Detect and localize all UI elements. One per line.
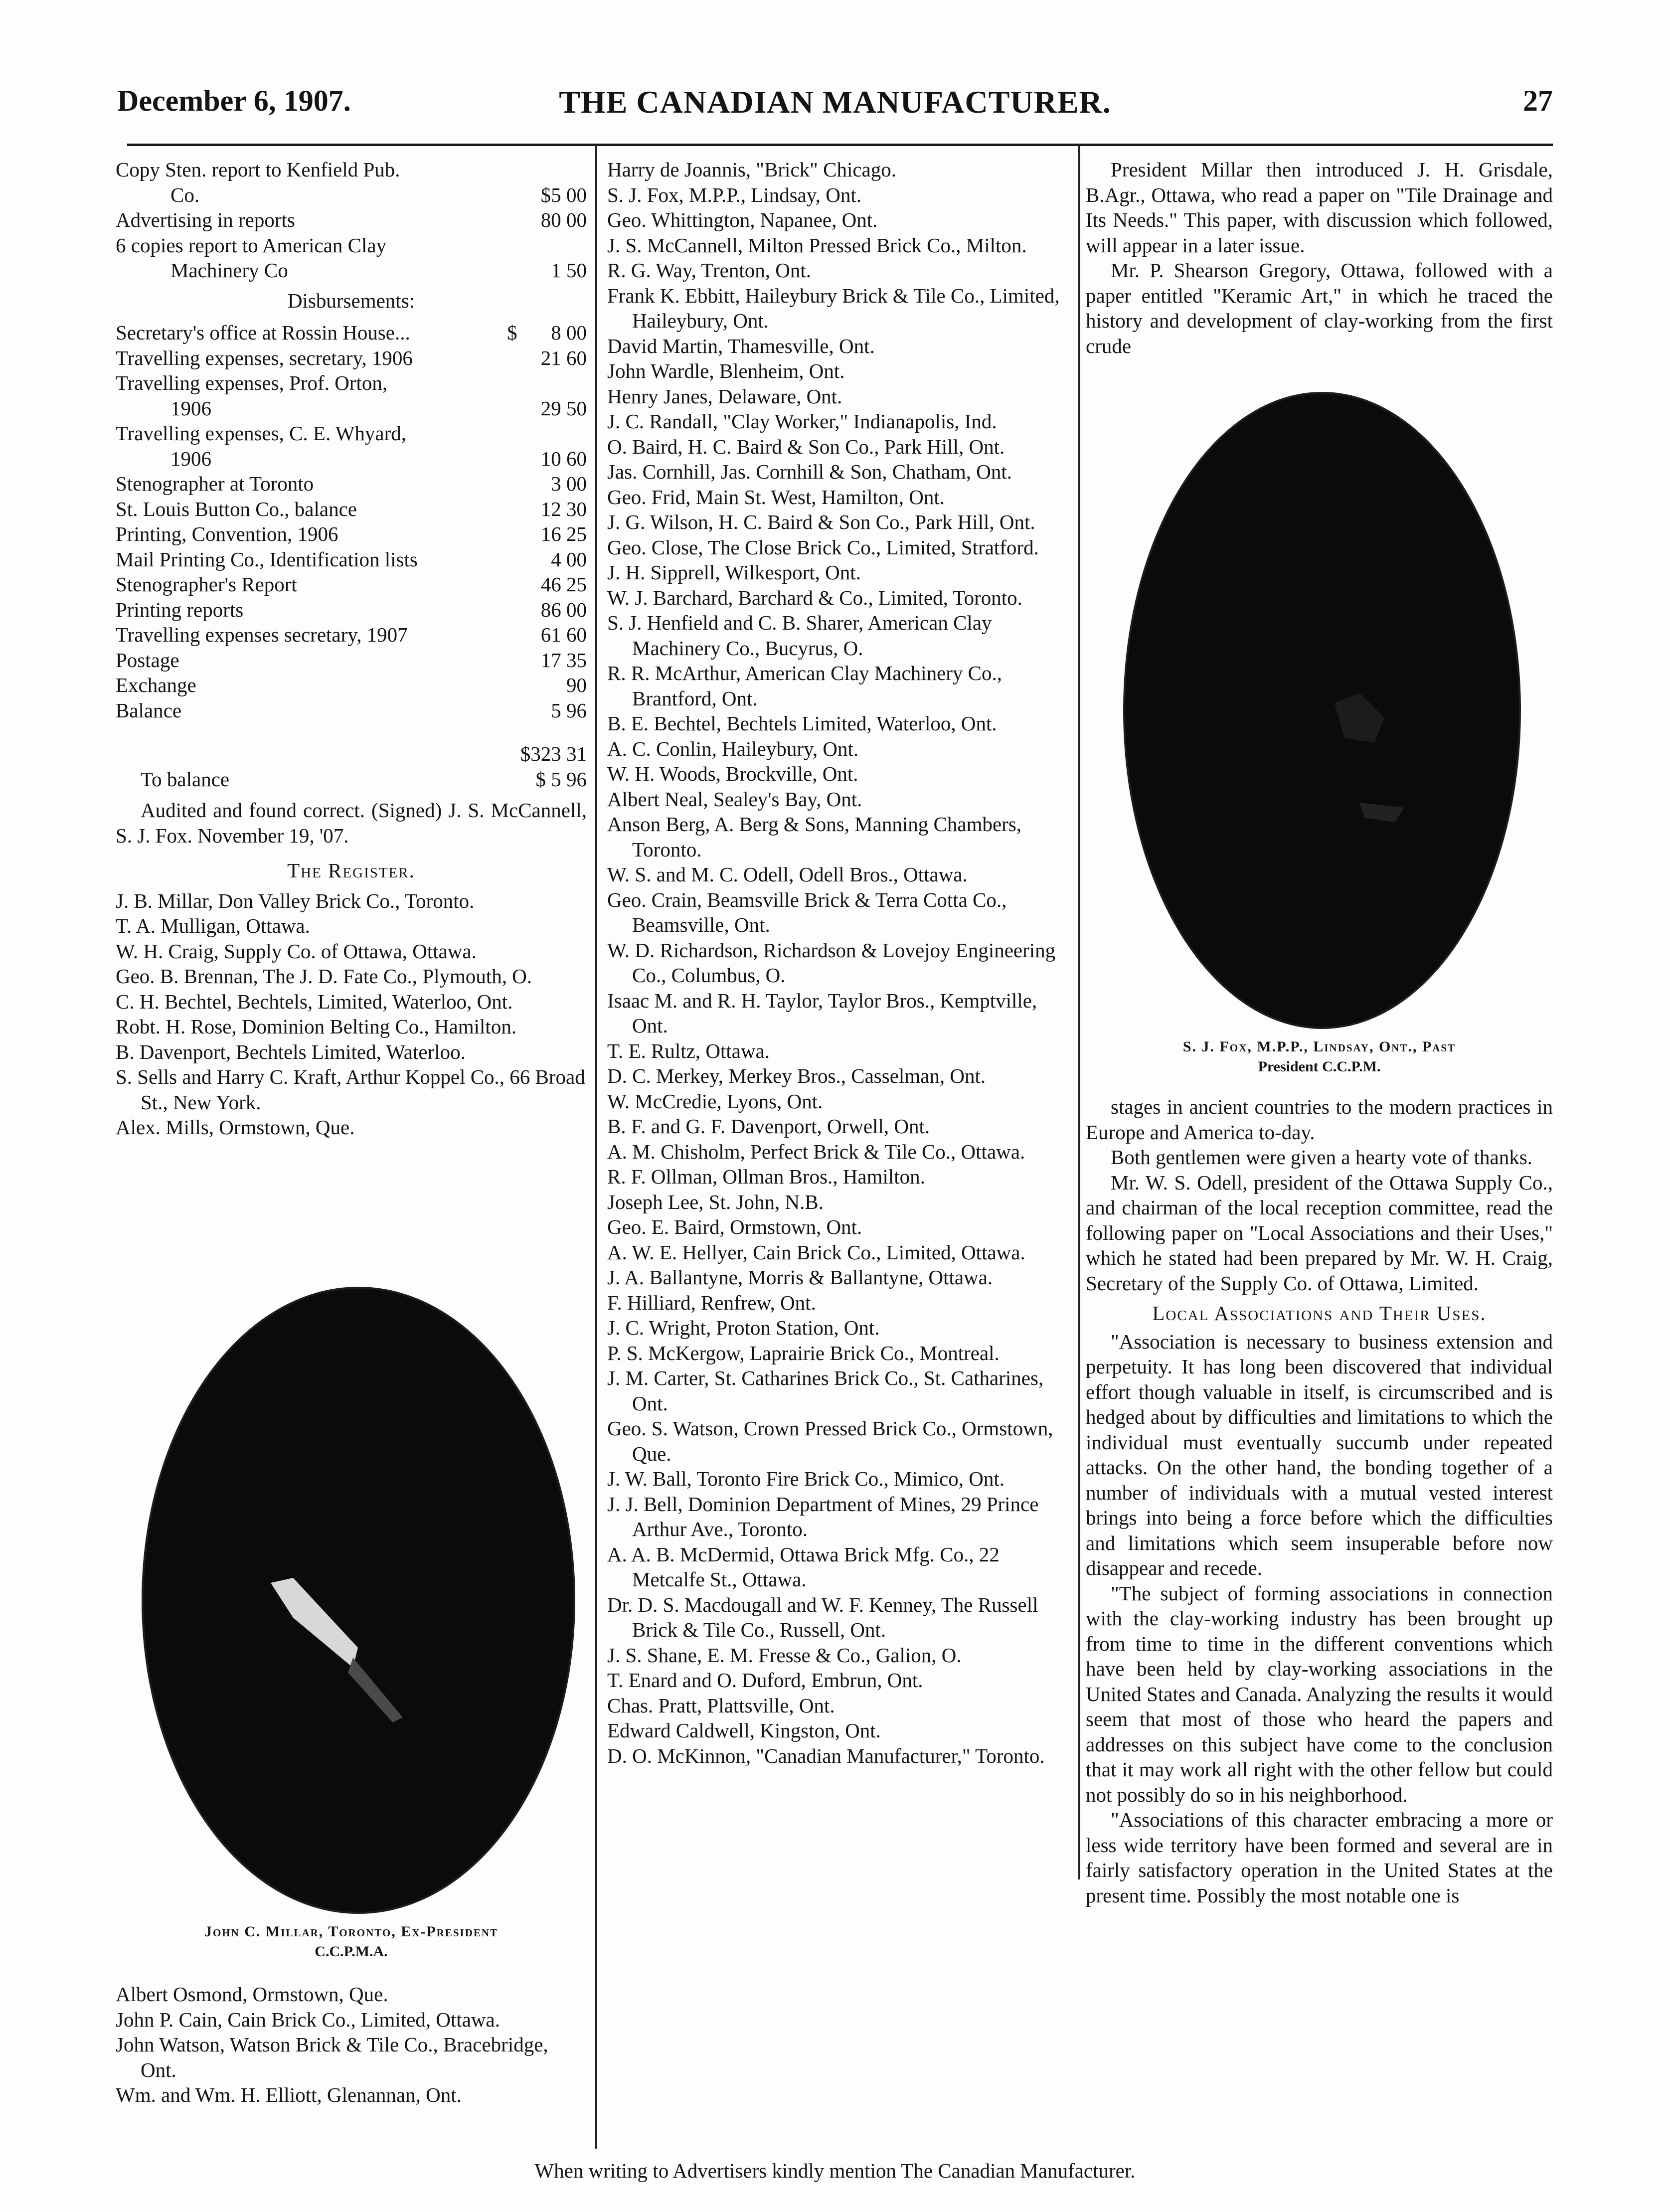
register-entry: T. E. Rultz, Ottawa. [607,1039,770,1062]
register-entry: Anson Berg, A. Berg & Sons, Manning Chambers, Toronto. [607,813,1022,861]
portrait-caption-millar: John C. Millar, Toronto, Ex-President C.C.P.M.A. [204,1923,499,1960]
register-entry: Henry Janes, Delaware, Ont. [607,384,842,408]
register-entry: O. Baird, H. C. Baird & Son Co., Park Hill, Ont. [607,435,1005,458]
register-heading: The Register. [287,859,415,882]
register-entry: Geo. Whittington, Napanee, Ont. [607,208,878,231]
article-paragraph: stages in ancient countries to the modern practices in Europe and America to-day. [1086,1095,1553,1144]
register-entry: Wm. and Wm. H. Elliott, Glenannan, Ont. [116,2083,462,2106]
register-entry: W. D. Richardson, Richardson & Lovejoy Engineering Co., Columbus, O. [607,938,1056,987]
disbursement-row: Travelling expenses, Prof. Orton, [116,371,388,394]
register-entry: A. C. Conlin, Haileybury, Ont. [607,737,859,760]
register-entry: D. O. McKinnon, "Canadian Manufacturer," Toronto. [607,1744,1045,1767]
article-paragraph: Mr. W. S. Odell, president of the Ottawa Supply Co., and chairman of the local reception committee, read the following paper on "Local Associations and their Uses," which he stated had been prepared by Mr. W. H. Craig, Secretary of the Supply Co. of Ottawa, Limited. [1086,1171,1553,1295]
column-left-bottom [116,1982,587,2108]
register-entry: John P. Cain, Cain Brick Co., Limited, Ottawa. [116,2008,500,2031]
register-entry: Geo. E. Baird, Ormstown, Ont. [607,1215,862,1238]
register-entry: Geo. B. Brennan, The J. D. Fate Co., Plymouth, O. [116,965,532,988]
register-entry: D. C. Merkey, Merkey Bros., Casselman, Ont. [607,1064,986,1087]
column-right-bottom [1086,1094,1553,1908]
register-entry: Jas. Cornhill, Jas. Cornhill & Son, Chatham, Ont. [607,460,1012,483]
register-entry: S. Sells and Harry C. Kraft, Arthur Koppel Co., 66 Broad St., New York. [116,1065,585,1114]
publication-title: THE CANADIAN MANUFACTURER. [559,84,1111,120]
disbursement-row: Exchange 90 [116,674,587,696]
register-entry: A. W. E. Hellyer, Cain Brick Co., Limited, Ottawa. [607,1240,1025,1264]
disbursement-row: Stenographer's Report 46 25 [116,573,587,596]
register-entry: W. McCredie, Lyons, Ont. [607,1089,823,1113]
register-entry: W. J. Barchard, Barchard & Co., Limited, Toronto. [607,586,1022,609]
register-entry: Joseph Lee, St. John, N.B. [607,1190,824,1213]
register-entry: Geo. S. Watson, Crown Pressed Brick Co., Ormstown, Que. [607,1417,1053,1465]
disbursements-heading: Disbursements: [287,289,415,312]
article-paragraph: "Association is necessary to business extension and perpetuity. It has long been discovered that individual effort though valuable in itself, is circumscribed and is hedged about by difficulties and limitations to which the individual must eventually succumb under repeated attacks. On the other hand, the bonding together of a number of individuals with a mutual vested interest brings into being a force before which the difficulties and limitations which seem insuperable before now disappear and recede. [1086,1330,1553,1579]
register-entry: A. A. B. McDermid, Ottawa Brick Mfg. Co., 22 Metcalfe St., Ottawa. [607,1542,1000,1591]
register-entry: Frank K. Ebbitt, Haileybury Brick & Tile Co., Limited, Haileybury, Ont. [607,284,1060,332]
page-footer: When writing to Advertisers kindly mention The Canadian Manufacturer. [534,2159,1136,2182]
register-entry: John Wardle, Blenheim, Ont. [607,359,845,382]
disbursement-row: Printing reports 86 00 [116,598,587,621]
page-number: 27 [1523,84,1553,117]
register-entry: J. C. Wright, Proton Station, Ont. [607,1316,880,1339]
article-paragraph: Mr. P. Shearson Gregory, Ottawa, followed with a paper entitled "Keramic Art," in which he traced the history and development of clay-working from the first crude [1086,259,1553,357]
register-entry: Edward Caldwell, Kingston, Ont. [607,1719,881,1742]
register-entry: F. Hilliard, Renfrew, Ont. [607,1291,816,1314]
section-heading: Local Associations and Their Uses. [1152,1302,1487,1325]
register-entry: S. J. Fox, M.P.P., Lindsay, Ont. [607,183,861,206]
register-entry: Geo. Close, The Close Brick Co., Limited, Stratford. [607,535,1039,559]
register-entry: T. A. Mulligan, Ottawa. [116,914,310,937]
portrait-photo-fox [1125,394,1519,1027]
disbursement-row: Stenographer at Toronto 3 00 [116,472,587,495]
register-entry: W. H. Woods, Brockville, Ont. [607,762,858,785]
register-entry: Harry de Joannis, "Brick" Chicago. [607,158,897,181]
page-header [117,84,1553,139]
header-rule [127,144,1553,146]
column-middle [607,157,1071,1768]
register-list-top [116,888,587,1140]
disbursement-row: 1906 29 50 [170,396,587,420]
photo-highlight-icon [144,1289,573,1912]
article-continued [1086,1094,1553,1296]
register-entry: J. S. McCannell, Milton Pressed Brick Co., Milton. [607,233,1027,257]
photo-highlight-icon [1125,394,1519,1027]
register-entry: J. W. Ball, Toronto Fire Brick Co., Mimico, Ont. [607,1467,1005,1490]
register-entry: P. S. McKergow, Laprairie Brick Co., Montreal. [607,1341,1000,1364]
total-row [116,741,587,767]
disbursements-list [116,320,587,723]
column-right [1086,157,1553,358]
column-divider-2 [1078,145,1080,1879]
article-paragraph: Both gentlemen were given a hearty vote of thanks. [1111,1146,1532,1169]
account-row: Machinery Co 1 50 [170,259,587,282]
register-entry: J. A. Ballantyne, Morris & Ballantyne, Ottawa. [607,1266,993,1289]
article-paragraph: "The subject of forming associations in connection with the clay-working industry has been brought up from time to time in the different conventions which have been held by clay-working associations in the United States and Canada. Analyzing the results it would seem that most of those who heard the papers and addresses on this subject have come to the conclusion that it may work all right with the other fellow but could not possibly do so in his neighborhood. [1086,1581,1553,1806]
register-entry: Robt. H. Rose, Dominion Belting Co., Hamilton. [116,1015,517,1038]
disbursement-row: Postage 17 35 [116,648,587,672]
register-entry: J. B. Millar, Don Valley Brick Co., Toronto. [116,889,475,912]
disbursement-row: Travelling expenses, secretary, 1906 21 60 [116,346,587,369]
register-entry: Alex. Mills, Ormstown, Que. [116,1116,355,1139]
register-entry: Dr. D. S. Macdougall and W. F. Kenney, The Russell Brick & Tile Co., Russell, Ont. [607,1593,1038,1641]
register-entry: W. S. and M. C. Odell, Odell Bros., Ottawa. [607,863,968,886]
total-amount: $323 31 [520,742,587,765]
column-left [116,157,587,1140]
register-entry: J. J. Bell, Dominion Department of Mines, 29 Prince Arthur Ave., Toronto. [607,1492,1039,1540]
register-entry: T. Enard and O. Duford, Embrun, Ont. [607,1669,923,1692]
disbursement-row: Printing, Convention, 1906 16 25 [116,522,587,545]
account-row: 6 copies report to American Clay [116,233,387,257]
register-entry: John Watson, Watson Brick & Tile Co., Bracebridge, Ont. [116,2033,548,2081]
register-entry: Albert Osmond, Ormstown, Que. [116,1983,388,2006]
account-row: Copy Sten. report to Kenfield Pub. [116,158,400,181]
register-entry: J. C. Randall, "Clay Worker," Indianapolis, Ind. [607,410,997,433]
register-list-bottom [116,1982,587,2108]
issue-date: December 6, 1907. [117,84,351,117]
register-entry: Albert Neal, Sealey's Bay, Ont. [607,787,862,811]
audit-note: Audited and found correct. (Signed) J. S. McCannell, S. J. Fox. November 19, '07. [116,799,587,847]
disbursement-row: Mail Printing Co., Identification lists 4 00 [116,547,587,571]
article-paragraph: President Millar then introduced J. H. Grisdale, B.Agr., Ottawa, who read a paper on "Tile Drainage and Its Needs." This paper, with discussion which followed, will appear in a later issue. [1086,158,1553,257]
register-entry: B. Davenport, Bechtels Limited, Waterloo. [116,1040,466,1063]
register-entry: R. G. Way, Trenton, Ont. [607,259,812,282]
register-entry: Geo. Frid, Main St. West, Hamilton, Ont. [607,485,945,509]
register-entry: J. G. Wilson, H. C. Baird & Son Co., Park Hill, Ont. [607,510,1035,533]
register-entry: J. H. Sipprell, Wilkesport, Ont. [607,561,861,584]
register-entry: Chas. Pratt, Plattsville, Ont. [607,1694,835,1717]
disbursement-row: Balance 5 96 [116,698,587,722]
register-entry: A. M. Chisholm, Perfect Brick & Tile Co., Ottawa. [607,1140,1025,1163]
register-entry: B. E. Bechtel, Bechtels Limited, Waterloo, Ont. [607,712,997,735]
register-entry: J. M. Carter, St. Catharines Brick Co., St. Catharines, Ont. [607,1366,1044,1415]
disbursement-row: Travelling expenses, C. E. Whyard, [116,422,407,445]
disbursement-row: Secretary's office at Rossin House... $ 8 00 [116,321,587,344]
article-paragraph: "Associations of this character embracing a more or less wide territory have been formed and several are in fairly satisfactory operation in the United States at the present time. Possibly the most notable one is [1086,1808,1553,1907]
register-entry: R. R. McArthur, American Clay Machinery Co., Brantford, Ont. [607,662,1002,710]
register-entry: B. F. and G. F. Davenport, Orwell, Ont. [607,1115,930,1138]
register-entry: R. F. Ollman, Ollman Bros., Hamilton. [607,1165,925,1188]
register-entry: Geo. Crain, Beamsville Brick & Terra Cotta Co., Beamsville, Ont. [607,888,1007,936]
disbursement-row: 1906 10 60 [170,447,587,470]
register-list-middle [607,157,1071,1768]
income-accounts [116,157,587,283]
to-balance-row [116,767,587,792]
account-row: Co. $5 00 [170,183,587,206]
register-entry: David Martin, Thamesville, Ont. [607,334,875,357]
to-balance-label: To balance [141,767,230,791]
portrait-caption-fox: S. J. Fox, M.P.P., Lindsay, Ont., Past President C.C.P.M. [1182,1038,1456,1075]
disbursement-row: St. Louis Button Co., balance 12 30 [116,497,587,520]
disbursement-row: Travelling expenses secretary, 1907 61 60 [116,623,587,646]
article-body [1086,1329,1553,1908]
register-entry: S. J. Henfield and C. B. Sharer, American Clay Machinery Co., Bucyrus, O. [607,611,992,660]
article-intro [1086,157,1553,358]
account-row: Advertising in reports 80 00 [116,208,587,231]
portrait-photo-millar [144,1289,573,1912]
register-entry: Isaac M. and R. H. Taylor, Taylor Bros., Kemptville, Ont. [607,989,1037,1037]
register-entry: W. H. Craig, Supply Co. of Ottawa, Ottawa. [116,939,477,963]
register-entry: J. S. Shane, E. M. Fresse & Co., Galion, O. [607,1643,962,1667]
register-entry: C. H. Bechtel, Bechtels, Limited, Waterloo, Ont. [116,990,513,1013]
to-balance-amount: $ 5 96 [535,767,587,791]
column-divider-1 [595,145,597,2149]
